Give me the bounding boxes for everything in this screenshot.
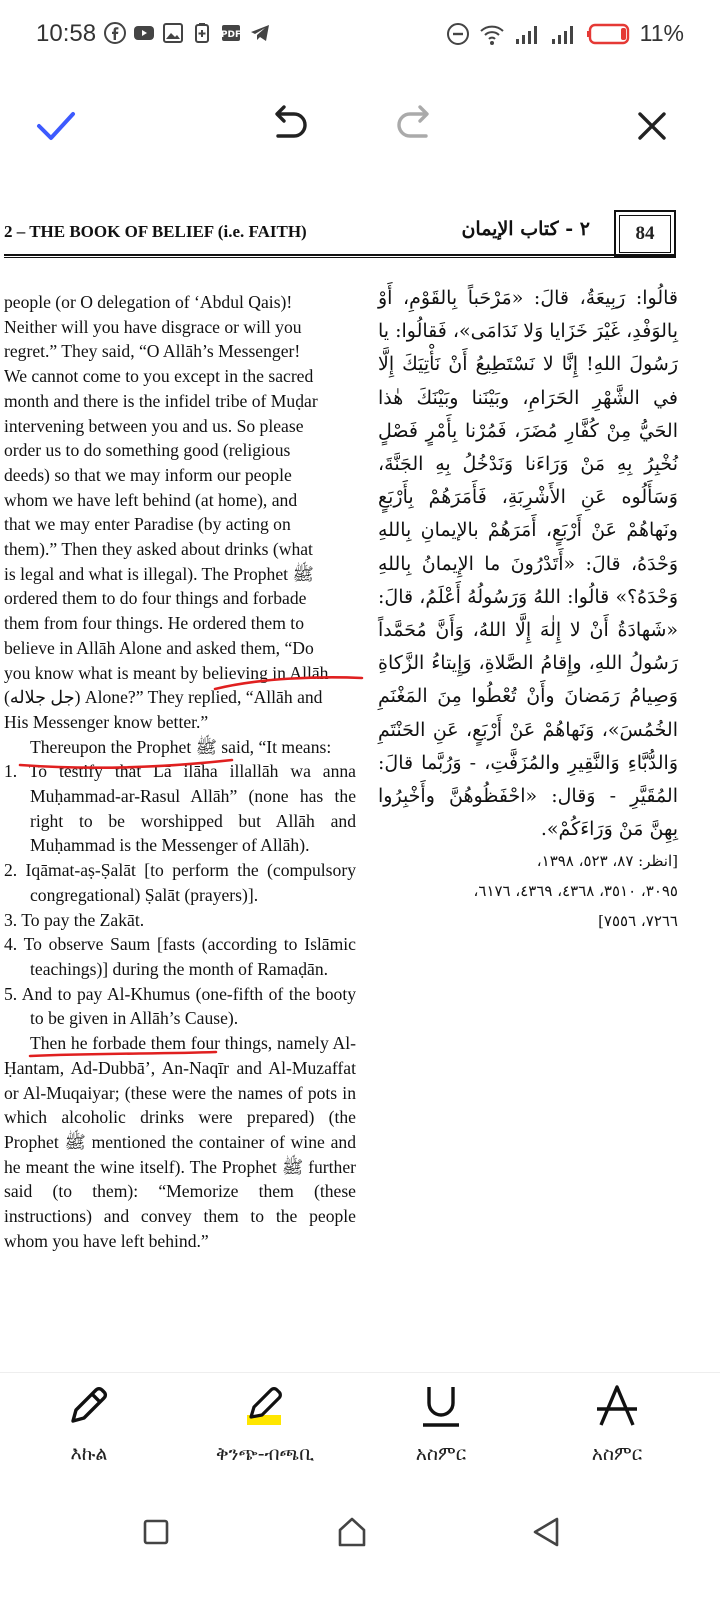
strikeout-label: አስምር bbox=[591, 1443, 643, 1465]
chapter-title-arabic: ٢ - كتاب الإيمان bbox=[461, 218, 590, 240]
arabic-reference: [انظر: ٨٧، ٥٢٣، ١٣٩٨، bbox=[536, 852, 678, 871]
text-line: people (or O delegation of ‘Abdul Qais)! bbox=[4, 292, 293, 312]
close-button[interactable] bbox=[622, 96, 682, 156]
list-item: 2. Iqāmat-aṣ-Ṣalāt [to perform the (compulsory congregational) Ṣalāt (prayers)]. bbox=[4, 860, 356, 905]
english-column bbox=[4, 290, 356, 1253]
english-paragraph-3: Then he forbade them four things, namely Al-Ḥantam, Ad-Dubbā’, An-Naqīr and Al-Muzaffat or Al-Muqaiyar; (these were the names of pots in which alcoholic drinks were prepared) (the Prophet ﷺ mentioned the container of wine and he meant the wine itself). The Prophet ﷺ further said (to them): “Memorize them (these instructions) and convey them to the people whom you have left behind.” bbox=[4, 1033, 356, 1251]
undo-icon bbox=[264, 102, 312, 150]
page-number-box bbox=[614, 210, 676, 258]
underline-tool[interactable] bbox=[386, 1381, 496, 1465]
signal-icon bbox=[550, 22, 578, 46]
close-icon bbox=[632, 106, 672, 146]
dnd-icon bbox=[446, 22, 470, 46]
english-paragraph-1 bbox=[4, 290, 356, 735]
wifi-icon bbox=[478, 22, 506, 46]
undo-button[interactable] bbox=[258, 96, 318, 156]
english-paragraph-2: Thereupon the Prophet ﷺ said, “It means: bbox=[30, 736, 332, 757]
page-header bbox=[4, 210, 676, 270]
arabic-text: قالُوا: رَبِيعَةُ، قالَ: «مَرْحَباً بِالقَوْمِ، أَوْ بِالوَفْدِ، غَيْرَ خَزَايا وَلا نَدَامَى»، فَقالُوا: يا رَسُولَ اللهِ! إِنَّا لا نَسْتَطِيعُ أَنْ نَأْتِيَكَ إِلَّا في الشَّهْرِ الحَرَامِ، وبَيْنَنا وبَيْنَكَ هٰذا الحَيُّ مِنْ كُفَّارِ مُضَرَ، فَمُرْنا بِأَمْرٍ فَصْلٍ نُخْبِرُ بِهِ مَنْ وَرَاءَنا وَنَدْخُلُ بِهِ الجَنَّةَ، وَسَأَلُوه عَنِ الأَشْرِبَةِ، فَأَمَرَهُمْ بِأَرْبَعٍ ونَهاهُمْ عَنْ أَرْبَعٍ، أَمَرَهُمْ بالإيمانِ بِاللهِ وَحْدَهُ، قالَ: «أَتَدْرُونَ ما الإِيمانُ بِاللهِ وَحْدَهُ؟» قالُوا: اللهُ وَرَسُولُهُ أَعْلَمُ، قالَ: «شَهادَةُ أَنْ لا إِلٰهَ إِلَّا اللهُ، وَأَنَّ مُحَمَّداً رَسُولُ اللهِ، وإِقامُ الصَّلاةِ، وَإِيتاءُ الزَّكاةِ وَصِيامُ رَمَضانَ وأَنْ تُعْطُوا مِنَ المَغْنَمِ الخُمُسَ»، وَنَهاهُمْ عَنْ أَرْبَعٍ، عَنِ الحَنْتَمِ وَالدُّبَّاءِ وَالنَّقِيرِ والمُزَفَّتِ، - وَرُبَّما قالَ: المُقَيَّرِ - وَقال: «احْفَظُوهُنَّ وأَخْبِرُوا بِهِنَّ مَنْ وَرَاءَكُمْ». bbox=[377, 287, 678, 841]
image-icon bbox=[162, 22, 184, 44]
highlighter-icon bbox=[241, 1381, 289, 1429]
text-line: is legal and what is illegal). The Prophet ﷺ bbox=[4, 563, 314, 584]
back-icon bbox=[531, 1516, 561, 1548]
notification-icons bbox=[104, 22, 271, 44]
system-icons bbox=[446, 20, 684, 47]
text-line: believe in Allāh Alone and asked them, “Do bbox=[4, 637, 314, 658]
check-icon bbox=[34, 104, 78, 148]
home-button[interactable] bbox=[322, 1502, 382, 1562]
text-line: intervening between you and us. So please bbox=[4, 415, 304, 436]
text-line: them).” Then they asked about drinks (what bbox=[4, 539, 313, 560]
back-button[interactable] bbox=[516, 1502, 576, 1562]
pen-icon bbox=[65, 1381, 113, 1429]
status-time: 10:58 bbox=[36, 20, 97, 47]
text-line: deeds) so that we may inform our people bbox=[4, 464, 292, 485]
document-page[interactable] bbox=[0, 172, 720, 1372]
chapter-title: 2 – THE BOOK OF BELIEF (i.e. FAITH) bbox=[4, 222, 307, 241]
navigation-bar bbox=[0, 1480, 720, 1600]
text-line: order us to do something good (religious bbox=[4, 440, 291, 461]
battery-saver-icon bbox=[191, 22, 213, 44]
text-line: We cannot come to you except in the sacred bbox=[4, 366, 314, 387]
status-bar bbox=[0, 0, 720, 72]
pdf-icon bbox=[220, 22, 242, 44]
header-rule bbox=[4, 254, 676, 258]
list-item: 1. To testify that Lā ilāha illallāh wa anna Muḥammad-ar-Rasul Allāh” (none has the right to be worshipped but Allāh and Muḥammad is the Messenger of Allāh). bbox=[4, 761, 356, 856]
list-item: 3. To pay the Zakāt. bbox=[4, 909, 145, 930]
redo-button[interactable] bbox=[386, 96, 446, 156]
strikeout-icon bbox=[593, 1381, 641, 1429]
battery-percent: 11% bbox=[639, 20, 684, 46]
highlighter-label: ቅንጭ-ብጫቢ bbox=[215, 1443, 315, 1465]
text-line: you know what is meant by believing in Allāh bbox=[4, 662, 329, 683]
text-line: Neither will you have disgrace or will you bbox=[4, 316, 302, 337]
svg-text:PDF: PDF bbox=[220, 30, 242, 40]
text-line: (جل جلاله) Alone?” They replied, “Allāh and bbox=[4, 687, 323, 708]
redo-icon bbox=[392, 102, 440, 150]
highlighter-tool[interactable] bbox=[210, 1381, 320, 1465]
facebook-icon bbox=[104, 22, 126, 44]
signal-icon bbox=[514, 22, 542, 46]
arabic-reference: ٣٠٩٥، ٣٥١٠، ٤٣٦٨، ٤٣٦٩، ٦١٧٦، bbox=[473, 882, 678, 901]
pen-label: እኩል bbox=[70, 1443, 108, 1465]
annotation-toolbar bbox=[0, 80, 720, 170]
youtube-icon bbox=[133, 22, 155, 44]
text-line: ordered them to do four things and forbade bbox=[4, 588, 307, 609]
telegram-icon bbox=[249, 22, 271, 44]
list-item: 5. And to pay Al-Khumus (one-fifth of the booty to be given in Allāh’s Cause). bbox=[4, 983, 356, 1029]
annotation-tools bbox=[0, 1372, 720, 1480]
underline-label: አስምር bbox=[415, 1443, 467, 1465]
underline-icon bbox=[417, 1381, 465, 1429]
pen-tool[interactable] bbox=[34, 1381, 144, 1465]
strikeout-tool[interactable] bbox=[562, 1381, 672, 1465]
arabic-column bbox=[378, 282, 678, 936]
text-line: that we may enter Paradise (by acting on bbox=[4, 514, 291, 535]
confirm-button[interactable] bbox=[26, 96, 86, 156]
arabic-reference: ٧٢٦٦، ٧٥٥٦] bbox=[598, 912, 678, 931]
text-line: regret.” They said, “O Allāh’s Messenger! bbox=[4, 341, 301, 362]
text-line: whom we have left behind (at home), and bbox=[4, 489, 298, 510]
battery-icon bbox=[586, 22, 632, 46]
text-line: month and there is the infidel tribe of Muḍar bbox=[4, 390, 318, 411]
recents-button[interactable] bbox=[126, 1502, 186, 1562]
recents-icon bbox=[141, 1517, 171, 1547]
text-line: His Messenger know better.” bbox=[4, 711, 209, 732]
home-icon bbox=[336, 1516, 368, 1548]
page-number: 84 bbox=[619, 215, 671, 253]
list-item: 4. To observe Saum [fasts (according to Islāmic teachings)] during the month of Ramaḍān. bbox=[4, 934, 356, 979]
text-line: them from four things. He ordered them to bbox=[4, 613, 304, 634]
